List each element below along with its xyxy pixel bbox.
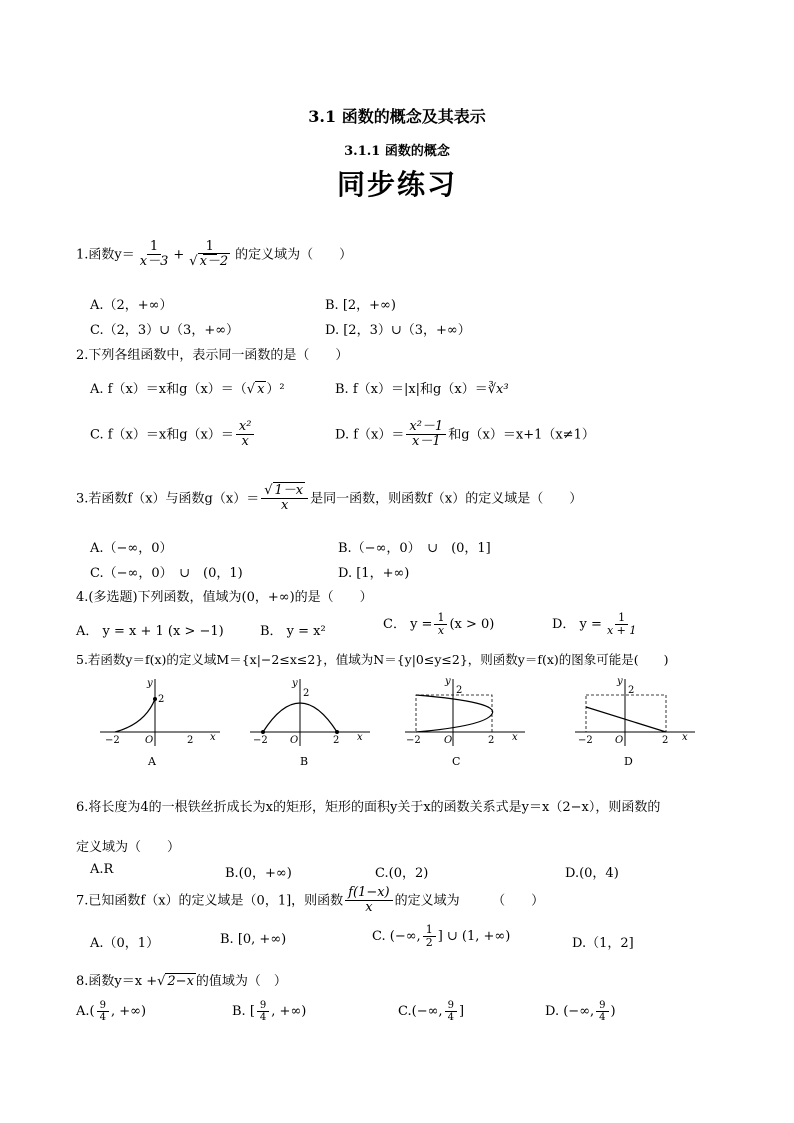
q7-option-d[interactable]: D.（1，2]	[572, 936, 634, 951]
q7-c-den: 2	[425, 936, 433, 950]
q6-option-b[interactable]: B.(0，+∞)	[225, 866, 292, 881]
q1-plus: +	[173, 247, 185, 263]
graph-d-y-label: y	[617, 676, 623, 687]
graph-a-x-label: x	[210, 732, 216, 743]
q8-b-num: 9	[257, 1000, 269, 1012]
q1-f2-den: x－2	[199, 254, 229, 270]
q2-a-text: A. f（x）＝x和g（x）＝（	[90, 382, 247, 397]
q4-c-tail: (x > 0)	[449, 617, 495, 633]
q2-d-text: D. f（x）＝	[335, 427, 405, 443]
graph-c-origin: O	[444, 735, 453, 746]
graph-d-origin: O	[615, 735, 624, 746]
question-4-stem: 4.(多选题)下列函数，值域为(0，+∞)的是（ ）	[76, 590, 373, 605]
q8-option-d[interactable]	[545, 1000, 616, 1023]
graph-a-y-label: y	[147, 678, 153, 689]
q8-rad: 2−x	[167, 974, 194, 989]
q8-d-head: (−∞,	[563, 1004, 595, 1019]
q8-a-open: (	[89, 1004, 95, 1019]
graph-b-x-label: x	[357, 732, 363, 743]
q2-option-c[interactable]	[90, 420, 256, 450]
question-5-stem: 5.若函数y＝f(x)的定义域M＝{x|−2≤x≤2}，值域为N＝{y|0≤y≤2}，则函数y＝f(x)的图象可能是( )	[76, 652, 669, 667]
q4-d-den: x + 1	[606, 624, 637, 638]
q8-b-tail: , +∞)	[271, 1004, 307, 1019]
q8-option-a[interactable]	[76, 1000, 146, 1023]
q7-den: x	[365, 900, 373, 916]
graph-d-label: D	[624, 755, 633, 768]
q2-a-tail: ）²	[266, 382, 285, 397]
graph-a-curve	[115, 699, 155, 732]
graph-c-ytick-2: 2	[456, 685, 463, 696]
q4-d-num: 1	[615, 612, 628, 625]
q8-c-den: 4	[447, 1012, 454, 1023]
graph-a-ytick-2: 2	[158, 694, 165, 705]
q3-suffix: 是同一函数，则函数f（x）的定义域是（ ）	[310, 491, 583, 507]
q8-option-c[interactable]	[398, 1000, 464, 1023]
question-8-stem: 8.函数y＝x +√ 2−x 的值域为（ ）	[76, 974, 287, 989]
q7-c-prefix: C. (−∞,	[372, 929, 421, 945]
q8-suffix: 的值域为（ ）	[195, 974, 287, 989]
graph-b-tick-2: 2	[333, 735, 340, 746]
question-3-stem: 3.若函数f（x）与函数g（x）＝ $\frac{√ 1-x}{x}$ 是同一函数，则函数f（x）的定义域是（ ）	[76, 483, 583, 514]
q8-b-prefix: B.	[232, 1004, 246, 1019]
q2-a-rad: x	[257, 382, 265, 397]
graph-d-tick-2: 2	[662, 735, 669, 746]
graph-d-line	[586, 707, 666, 732]
graph-b-point-right	[335, 730, 339, 734]
q7-c-num: 1	[423, 924, 436, 937]
graph-c-tick-neg2: −2	[406, 735, 421, 746]
q8-a-prefix: A.	[76, 1004, 90, 1019]
q8-a-num: 9	[97, 1000, 109, 1012]
q2-c-num: x²	[236, 420, 255, 435]
q6-option-a[interactable]: A.R	[90, 862, 114, 877]
q3-option-a[interactable]: A.（−∞，0）	[90, 541, 173, 556]
q8-option-b[interactable]	[232, 1000, 306, 1023]
q8-prefix: 8.函数y＝x +	[76, 974, 158, 989]
graph-d-x-label: x	[682, 732, 688, 743]
q8-d-tail: )	[610, 1004, 616, 1019]
q7-option-a[interactable]: A.（0，1）	[90, 936, 160, 951]
q7-option-c[interactable]	[372, 924, 510, 949]
page-title: 同步练习	[336, 168, 457, 201]
q1-option-b[interactable]: B. [2，+∞)	[325, 298, 396, 313]
q2-c-den: x	[241, 434, 249, 450]
graph-c-tick-2: 2	[488, 735, 495, 746]
question-2-stem: 2.下列各组函数中，表示同一函数的是（ ）	[76, 348, 349, 363]
q4-d-prefix: D． y =	[552, 617, 602, 633]
graph-d-box	[586, 695, 666, 732]
graph-a-origin: O	[145, 735, 154, 746]
q2-d-den: x－1	[411, 434, 441, 450]
q3-option-b[interactable]: B.（−∞，0） ∪ (0，1]	[338, 541, 491, 556]
q1-f1-num: 1	[147, 240, 161, 255]
q2-option-d[interactable]	[335, 420, 595, 450]
q2-option-b[interactable]	[335, 378, 509, 397]
q6-option-d[interactable]: D.(0，4)	[565, 866, 619, 881]
graph-b[interactable]	[245, 674, 375, 749]
graph-c[interactable]	[400, 674, 530, 749]
graph-b-label: B	[300, 755, 309, 768]
graph-a-point	[153, 697, 157, 701]
q1-f2-num: 1	[203, 240, 217, 255]
q8-d-den: 4	[599, 1012, 606, 1023]
graph-d[interactable]	[570, 674, 700, 749]
q7-num: f(1−x)	[345, 886, 392, 901]
q1-option-a[interactable]: A.（2，+∞）	[90, 298, 173, 313]
graph-b-origin: O	[290, 735, 299, 746]
q4-option-b[interactable]: B． y = x²	[260, 624, 326, 639]
q4-c-num: 1	[434, 612, 447, 625]
q8-c-num: 9	[445, 1000, 457, 1012]
q2-c-text: C. f（x）＝x和g（x）＝	[90, 427, 234, 443]
q4-c-den: x	[437, 624, 445, 638]
graph-b-tick-neg2: −2	[253, 735, 268, 746]
q2-b-root: ∛x³	[487, 382, 509, 397]
q3-option-d[interactable]: D. [1，+∞)	[338, 566, 410, 581]
q1-fraction-2: $\frac{1}{√ x-2}$	[189, 239, 229, 270]
graph-d-tick-neg2: −2	[578, 735, 593, 746]
q2-d-num: x²－1	[406, 420, 446, 435]
q8-d-prefix: D.	[545, 1004, 560, 1019]
graph-c-y-label: y	[445, 676, 451, 687]
q7-option-b[interactable]: B. [0, +∞)	[220, 932, 287, 947]
q1-fraction-1	[137, 240, 172, 270]
q8-d-num: 9	[596, 1000, 608, 1012]
q7-c-tail: ] ∪ (1, +∞)	[437, 929, 511, 945]
q8-c-tail: ]	[458, 1004, 465, 1019]
q1-prefix: 1.函数y＝	[76, 247, 135, 263]
q3-num: 1－x	[274, 483, 304, 498]
q8-b-open: [	[249, 1004, 255, 1019]
q1-option-d[interactable]: D. [2，3）∪（3，+∞）	[325, 323, 471, 338]
q3-den: x	[280, 498, 289, 514]
graph-a-tick-2: 2	[187, 735, 194, 746]
graph-b-point-left	[261, 730, 265, 734]
q4-option-d[interactable]	[552, 612, 641, 637]
q7-suffix: 的定义域为 （ ）	[394, 893, 545, 909]
q2-d-tail: 和g（x）＝x+1（x≠1）	[448, 427, 595, 443]
q8-a-tail: , +∞)	[110, 1004, 147, 1019]
graph-d-ytick-2: 2	[628, 685, 635, 696]
section-title: 3.1 函数的概念及其表示	[308, 107, 486, 126]
q3-option-c[interactable]: C.（−∞，0） ∪ (0，1)	[90, 566, 243, 581]
graph-a-label: A	[148, 755, 156, 768]
q8-c-head: (−∞,	[411, 1004, 443, 1019]
q7-prefix: 7.已知函数f（x）的定义域是（0，1]，则函数	[76, 893, 344, 909]
subsection-title: 3.1.1 函数的概念	[344, 144, 450, 159]
graph-a[interactable]	[95, 674, 225, 749]
graph-c-x-label: x	[512, 732, 518, 743]
graph-a-tick-neg2: −2	[105, 735, 120, 746]
q2-option-a[interactable]: A. f（x）＝x和g（x）＝（√ x ）²	[90, 382, 285, 397]
q4-option-c[interactable]	[383, 612, 494, 637]
question-1-stem	[76, 240, 352, 270]
q4-c-prefix: C． y =	[383, 617, 433, 633]
question-6-stem-line1: 6.将长度为4的一根铁丝折成长为x的矩形，矩形的面积y关于x的函数关系式是y＝x（2−x），则函数的	[76, 800, 661, 815]
graph-b-y-label: y	[292, 678, 298, 689]
q2-b-text: B. f（x）＝|x|和g（x）＝	[335, 382, 488, 397]
q6-option-c[interactable]: C.(0，2)	[375, 866, 429, 881]
q8-c-prefix: C.	[398, 1004, 412, 1019]
graph-b-ytick-2: 2	[303, 688, 310, 699]
q8-b-den: 4	[259, 1012, 267, 1023]
q3-prefix: 3.若函数f（x）与函数g（x）＝	[76, 491, 260, 507]
graph-c-box	[416, 695, 492, 732]
graph-c-curve	[416, 695, 493, 732]
q1-f1-den: x－3	[139, 254, 169, 270]
q8-a-den: 4	[99, 1012, 106, 1023]
graph-c-label: C	[452, 755, 461, 768]
q1-suffix: 的定义域为（ ）	[235, 247, 353, 263]
q1-option-c[interactable]: C.（2，3）∪（3，+∞）	[90, 323, 240, 338]
question-6-stem-line2: 定义域为（ ）	[76, 840, 181, 855]
q4-option-a[interactable]: A． y = x + 1 (x > −1)	[76, 624, 224, 639]
question-7-stem	[76, 886, 544, 916]
